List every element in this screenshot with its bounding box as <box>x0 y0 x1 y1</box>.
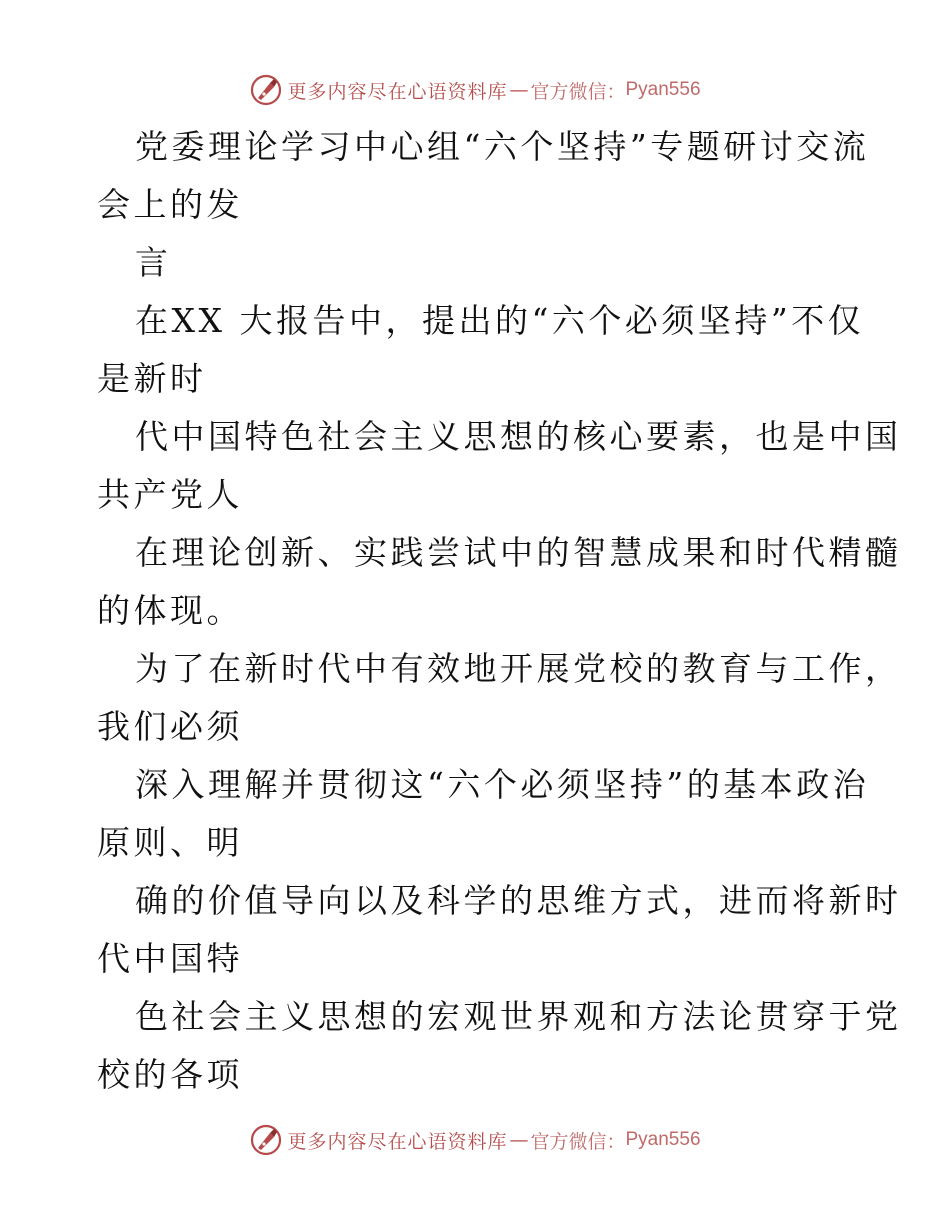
text-line: 言 <box>135 243 172 282</box>
text-line: 党委理论学习中心组“六个坚持”专题研讨交流 <box>135 127 870 166</box>
watermark-label: 官方微信： <box>530 1130 626 1153</box>
text-line: 色社会主义思想的宏观世界观和方法论贯穿于党 <box>135 997 902 1036</box>
text-line: 我们必须 <box>97 707 243 746</box>
watermark-brand-text: 更多内容尽在心语资料库 <box>287 1130 508 1153</box>
text-line: 在理论创新、实践尝试中的智慧成果和时代精髓 <box>135 533 902 572</box>
footer-watermark <box>0 1120 950 1160</box>
watermark-separator: — <box>509 1129 529 1151</box>
text-line: 在XX 大报告中，提出的“六个必须坚持”不仅 <box>135 301 865 340</box>
watermark-wechat-id: Pyan556 <box>625 79 701 100</box>
text-line: 共产党人 <box>97 475 243 514</box>
text-line: 是新时 <box>97 359 207 398</box>
text-line: 代中国特 <box>97 939 243 978</box>
watermark-wechat-id: Pyan556 <box>625 1129 701 1150</box>
text-line: 会上的发 <box>97 185 243 224</box>
watermark-brand-text: 更多内容尽在心语资料库 <box>287 80 508 103</box>
header-watermark <box>0 70 950 110</box>
text-line: 原则、明 <box>97 823 243 862</box>
text-line: 的体现。 <box>97 591 243 630</box>
document-body <box>97 118 902 1104</box>
text-line: 确的价值导向以及科学的思维方式，进而将新时 <box>135 881 902 920</box>
text-line: 深入理解并贯彻这“六个必须坚持”的基本政治 <box>135 765 870 804</box>
pen-nib-logo-icon <box>249 1123 283 1157</box>
text-line: 校的各项 <box>97 1055 243 1094</box>
pen-nib-logo-icon <box>249 73 283 107</box>
watermark-separator: — <box>509 79 529 101</box>
text-line: 代中国特色社会主义思想的核心要素，也是中国 <box>135 417 902 456</box>
text-line: 为了在新时代中有效地开展党校的教育与工作， <box>135 649 902 688</box>
watermark-label: 官方微信： <box>530 80 626 103</box>
